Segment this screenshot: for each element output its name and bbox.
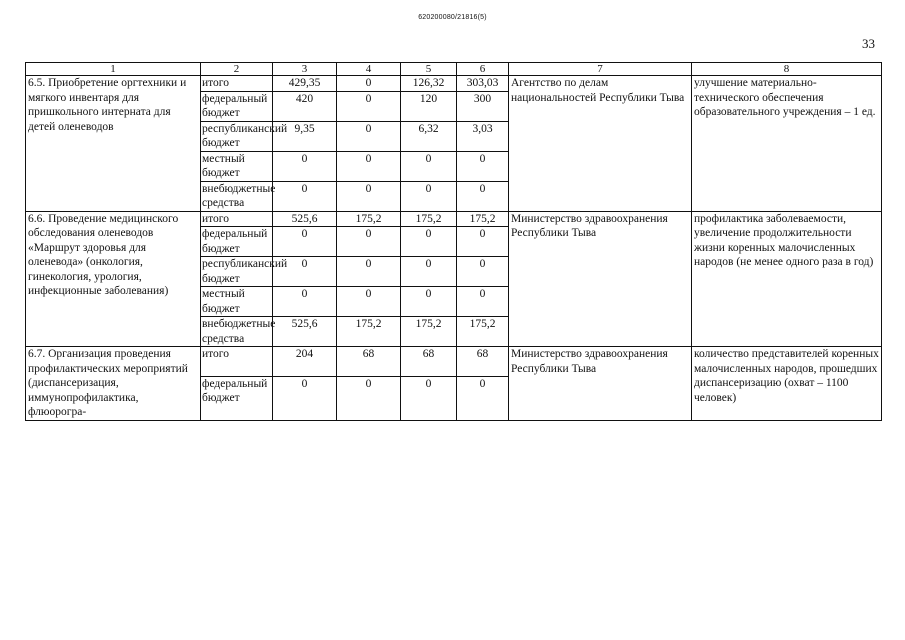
value-year-3: 175,2 (457, 211, 509, 227)
value-total: 525,6 (273, 317, 337, 347)
value-total: 429,35 (273, 76, 337, 92)
document-stamp: 620200080/21816(5) (418, 14, 487, 21)
executor: Министерство здравоохранения Республики Тыва (509, 347, 692, 421)
funding-source: итого (201, 76, 273, 92)
value-year-3: 0 (457, 181, 509, 211)
value-year-3: 303,03 (457, 76, 509, 92)
value-year-1: 0 (337, 376, 401, 420)
value-total: 204 (273, 347, 337, 377)
value-total: 0 (273, 181, 337, 211)
value-year-3: 0 (457, 151, 509, 181)
column-header: 7 (509, 63, 692, 76)
value-year-3: 68 (457, 347, 509, 377)
column-header: 5 (401, 63, 457, 76)
executor: Агентство по делам национальностей Республики Тыва (509, 76, 692, 212)
value-year-2: 68 (401, 347, 457, 377)
value-total: 420 (273, 91, 337, 121)
value-year-3: 300 (457, 91, 509, 121)
expected-result: количество представителей коренных малочисленных народов, прошедших диспансеризацию (охват – 1100 человек) (692, 347, 882, 421)
value-total: 525,6 (273, 211, 337, 227)
table-row (26, 347, 882, 377)
value-total: 0 (273, 376, 337, 420)
value-year-1: 68 (337, 347, 401, 377)
table-row (26, 211, 882, 227)
funding-source: федеральный бюджет (201, 91, 273, 121)
value-year-2: 0 (401, 287, 457, 317)
value-year-1: 0 (337, 287, 401, 317)
measure-name: 6.7. Организация проведения профилактических мероприятий (диспансеризация, иммунопрофилактика, флюорогра- (26, 347, 201, 421)
funding-source: внебюджетные средства (202, 182, 276, 209)
value-year-2: 0 (401, 227, 457, 257)
funding-source: федеральный бюджет (201, 227, 273, 257)
value-total: 0 (273, 287, 337, 317)
column-header: 6 (457, 63, 509, 76)
value-year-1: 175,2 (337, 317, 401, 347)
table-row (26, 76, 882, 92)
funding-source: итого (201, 347, 273, 377)
value-year-1: 0 (337, 91, 401, 121)
column-header: 8 (692, 63, 882, 76)
value-total: 0 (273, 227, 337, 257)
measure-name: 6.5. Приобретение оргтехники и мягкого инвентаря для пришкольного интерната для детей оленеводов (26, 76, 201, 212)
value-year-1: 0 (337, 121, 401, 151)
value-year-3: 0 (457, 376, 509, 420)
funding-source: республиканский бюджет (202, 258, 288, 285)
value-year-2: 175,2 (401, 317, 457, 347)
value-year-3: 0 (457, 257, 509, 287)
funding-source: итого (201, 211, 273, 227)
funding-source: местный бюджет (201, 151, 273, 181)
column-header: 3 (273, 63, 337, 76)
column-header: 1 (26, 63, 201, 76)
funding-source: местный бюджет (201, 287, 273, 317)
value-year-2: 120 (401, 91, 457, 121)
value-year-2: 0 (401, 257, 457, 287)
value-year-3: 175,2 (457, 317, 509, 347)
value-year-1: 0 (337, 257, 401, 287)
value-year-3: 0 (457, 227, 509, 257)
value-year-2: 0 (401, 376, 457, 420)
header-row (26, 63, 882, 76)
funding-source: внебюджетные средства (202, 318, 276, 345)
measure-name: 6.6. Проведение медицинского обследования оленеводов «Маршрут здоровья для оленевода» (онкология, гинекология, урология, инфекционные заболевания) (26, 211, 201, 347)
value-year-1: 175,2 (337, 211, 401, 227)
value-total: 9,35 (273, 121, 337, 151)
value-year-3: 0 (457, 287, 509, 317)
program-table (25, 62, 882, 421)
value-year-2: 175,2 (401, 211, 457, 227)
value-total: 0 (273, 151, 337, 181)
value-year-1: 0 (337, 227, 401, 257)
value-total: 0 (273, 257, 337, 287)
value-year-2: 126,32 (401, 76, 457, 92)
value-year-1: 0 (337, 181, 401, 211)
expected-result: улучшение материально-технического обеспечения образовательного учреждения – 1 ед. (692, 76, 882, 212)
column-header: 4 (337, 63, 401, 76)
page-number: 33 (862, 36, 875, 51)
value-year-2: 0 (401, 181, 457, 211)
value-year-1: 0 (337, 76, 401, 92)
value-year-1: 0 (337, 151, 401, 181)
executor: Министерство здравоохранения Республики Тыва (509, 211, 692, 347)
funding-source: федеральный бюджет (201, 376, 273, 420)
column-header: 2 (201, 63, 273, 76)
expected-result: профилактика заболеваемости, увеличение продолжительности жизни коренных малочисленных народов (не менее одного раза в год) (692, 211, 882, 347)
value-year-2: 0 (401, 151, 457, 181)
value-year-2: 6,32 (401, 121, 457, 151)
value-year-3: 3,03 (457, 121, 509, 151)
funding-source: республиканский бюджет (202, 122, 288, 149)
